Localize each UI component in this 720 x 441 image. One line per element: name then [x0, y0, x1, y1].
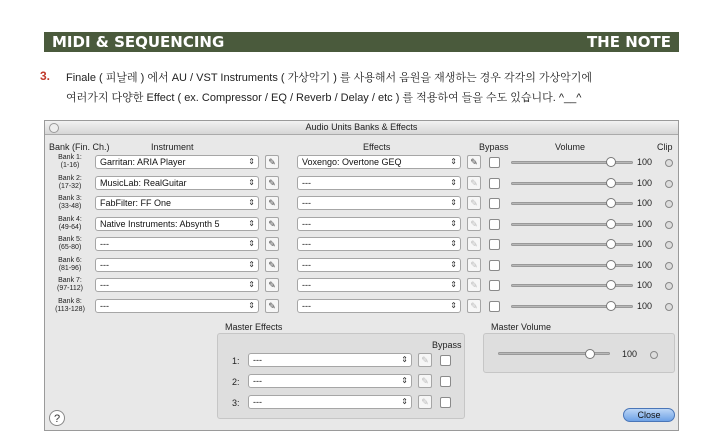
effects-column-header: Effects	[363, 142, 391, 152]
pencil-icon: ✎	[268, 260, 276, 270]
master-effect-1-popup[interactable]	[248, 353, 412, 367]
volume-value: 100	[637, 301, 653, 311]
volume-value: 100	[637, 157, 653, 167]
bank-label	[47, 236, 93, 252]
effect-edit-button[interactable]	[467, 217, 481, 231]
volume-knob[interactable]	[606, 198, 616, 208]
volume-knob[interactable]	[606, 260, 616, 270]
section-title: MIDI & SEQUENCING	[52, 33, 225, 51]
bank-label	[47, 195, 93, 211]
clip-indicator	[665, 221, 673, 229]
volume-knob[interactable]	[606, 219, 616, 229]
bank-number: Bank 4:	[58, 216, 82, 223]
close-button[interactable]: Close	[623, 408, 675, 422]
master-effect-3-edit-button[interactable]	[418, 395, 432, 409]
pencil-icon: ✎	[421, 376, 429, 386]
chevron-updown-icon: ⇕	[450, 260, 457, 269]
effect-value: ---	[302, 239, 311, 249]
description-line-1: Finale ( 피날레 ) 에서 AU / VST Instruments ( 가상악기 ) 를 사용해서 음원을 재생하는 경우 각각의 가상악기에	[66, 72, 593, 84]
master-volume-box	[483, 333, 675, 373]
effect-popup[interactable]	[297, 237, 461, 251]
instrument-value: ---	[100, 239, 109, 249]
pencil-icon: ✎	[470, 157, 478, 167]
chevron-updown-icon: ⇕	[248, 301, 255, 310]
volume-column-header: Volume	[555, 142, 586, 152]
bypass-checkbox[interactable]	[489, 260, 500, 271]
master-effect-2-edit-button[interactable]	[418, 374, 432, 388]
chevron-updown-icon: ⇕	[450, 198, 457, 207]
pencil-icon: ✎	[470, 219, 478, 229]
bank-label	[47, 277, 93, 293]
instrument-value: ---	[100, 260, 109, 270]
master-effect-1-edit-button[interactable]	[418, 353, 432, 367]
pencil-icon: ✎	[470, 178, 478, 188]
master-effect-3-bypass-checkbox[interactable]	[440, 397, 451, 408]
bank-number: Bank 3:	[58, 195, 82, 202]
bypass-checkbox[interactable]	[489, 301, 500, 312]
master-volume-title: Master Volume	[491, 322, 552, 332]
bank-number: Bank 2:	[58, 175, 82, 182]
master-volume-knob[interactable]	[585, 349, 595, 359]
instrument-value: ---	[100, 301, 109, 311]
bank-channel-range: (17-32)	[58, 183, 82, 190]
bank-channel-range: (65-80)	[58, 244, 82, 251]
bypass-checkbox[interactable]	[489, 239, 500, 250]
effect-popup[interactable]	[297, 258, 461, 272]
instrument-value: Garritan: ARIA Player	[100, 157, 186, 167]
effect-edit-button[interactable]	[467, 237, 481, 251]
pencil-icon: ✎	[268, 178, 276, 188]
clip-indicator	[665, 303, 673, 311]
chevron-updown-icon: ⇕	[248, 198, 255, 207]
effect-edit-button[interactable]	[467, 299, 481, 313]
instrument-column-header: Instrument	[151, 142, 194, 152]
chevron-updown-icon: ⇕	[450, 157, 457, 166]
effect-edit-button[interactable]	[467, 278, 481, 292]
effect-value: ---	[302, 280, 311, 290]
bypass-checkbox[interactable]	[489, 219, 500, 230]
volume-value: 100	[637, 260, 653, 270]
bank-channel-range: (49-64)	[58, 224, 82, 231]
instrument-edit-button[interactable]	[265, 299, 279, 313]
pencil-icon: ✎	[268, 219, 276, 229]
master-effects-title: Master Effects	[225, 322, 283, 332]
bank-number: Bank 1:	[58, 154, 82, 161]
master-effect-1-bypass-checkbox[interactable]	[440, 355, 451, 366]
master-effect-1-value: ---	[253, 355, 262, 365]
effect-value: ---	[302, 301, 311, 311]
chevron-updown-icon: ⇕	[401, 355, 408, 364]
volume-knob[interactable]	[606, 301, 616, 311]
description-line-2: 여러가지 다양한 Effect ( ex. Compressor / EQ / Reverb / Delay / etc ) 를 적용하여 들을 수도 있습니다. ^__^	[66, 92, 582, 104]
volume-value: 100	[637, 280, 653, 290]
instrument-edit-button[interactable]	[265, 278, 279, 292]
instrument-popup[interactable]	[95, 299, 259, 313]
pencil-icon: ✎	[268, 157, 276, 167]
bypass-checkbox[interactable]	[489, 157, 500, 168]
bypass-column-header: Bypass	[479, 142, 509, 152]
instrument-popup[interactable]	[95, 278, 259, 292]
instrument-value: ---	[100, 280, 109, 290]
master-clip-indicator	[650, 351, 658, 359]
chevron-updown-icon: ⇕	[450, 301, 457, 310]
effect-value: ---	[302, 198, 311, 208]
instrument-popup[interactable]	[95, 176, 259, 190]
bypass-checkbox[interactable]	[489, 178, 500, 189]
instrument-edit-button[interactable]	[265, 258, 279, 272]
bank-column-header: Bank (Fin. Ch.)	[49, 142, 110, 152]
instrument-value: Native Instruments: Absynth 5	[100, 219, 220, 229]
section-header-bar	[44, 32, 679, 52]
master-effect-2-label: 2:	[232, 377, 240, 387]
chevron-updown-icon: ⇕	[248, 219, 255, 228]
bank-channel-range: (1-16)	[60, 162, 80, 169]
volume-value: 100	[637, 198, 653, 208]
instrument-value: MusicLab: RealGuitar	[100, 178, 187, 188]
effect-edit-button[interactable]	[467, 258, 481, 272]
instrument-popup[interactable]	[95, 155, 259, 169]
effect-value: ---	[302, 260, 311, 270]
volume-knob[interactable]	[606, 280, 616, 290]
window-title: Audio Units Banks & Effects	[305, 122, 418, 132]
instrument-edit-button[interactable]	[265, 196, 279, 210]
bank-label	[47, 216, 93, 232]
bank-label	[47, 298, 93, 314]
pencil-icon: ✎	[470, 301, 478, 311]
volume-value: 100	[637, 178, 653, 188]
master-effect-2-bypass-checkbox[interactable]	[440, 376, 451, 387]
chevron-updown-icon: ⇕	[248, 260, 255, 269]
instrument-edit-button[interactable]	[265, 155, 279, 169]
bank-channel-range: (33-48)	[58, 203, 82, 210]
bypass-checkbox[interactable]	[489, 280, 500, 291]
volume-knob[interactable]	[606, 157, 616, 167]
pencil-icon: ✎	[421, 355, 429, 365]
instrument-value: FabFilter: FF One	[100, 198, 172, 208]
pencil-icon: ✎	[268, 301, 276, 311]
pencil-icon: ✎	[268, 239, 276, 249]
instrument-popup[interactable]	[95, 258, 259, 272]
instrument-edit-button[interactable]	[265, 237, 279, 251]
instrument-edit-button[interactable]	[265, 217, 279, 231]
volume-knob[interactable]	[606, 239, 616, 249]
volume-value: 100	[637, 239, 653, 249]
effect-popup[interactable]	[297, 196, 461, 210]
bank-label	[47, 175, 93, 191]
help-button[interactable]: ?	[49, 410, 65, 426]
clip-column-header: Clip	[657, 142, 673, 152]
instrument-popup[interactable]	[95, 217, 259, 231]
effect-popup[interactable]	[297, 176, 461, 190]
pencil-icon: ✎	[470, 260, 478, 270]
master-effect-1-label: 1:	[232, 356, 240, 366]
master-effect-3-popup[interactable]	[248, 395, 412, 409]
clip-indicator	[665, 241, 673, 249]
chevron-updown-icon: ⇕	[450, 239, 457, 248]
chevron-updown-icon: ⇕	[248, 178, 255, 187]
master-effects-box	[217, 333, 465, 419]
effect-edit-button[interactable]	[467, 176, 481, 190]
chevron-updown-icon: ⇕	[401, 397, 408, 406]
effect-value: ---	[302, 219, 311, 229]
bank-number: Bank 5:	[58, 236, 82, 243]
effect-popup[interactable]	[297, 278, 461, 292]
window-titlebar	[45, 121, 678, 135]
clip-indicator	[665, 262, 673, 270]
effect-popup[interactable]	[297, 217, 461, 231]
effect-edit-button[interactable]	[467, 155, 481, 169]
bank-channel-range: (97-112)	[57, 285, 83, 292]
chevron-updown-icon: ⇕	[450, 219, 457, 228]
pencil-icon: ✎	[421, 397, 429, 407]
bank-label	[47, 257, 93, 273]
bank-channel-range: (113-128)	[55, 306, 85, 313]
bank-number: Bank 7:	[58, 277, 82, 284]
brand-title: THE NOTE	[586, 33, 671, 51]
effect-value: Voxengo: Overtone GEQ	[302, 157, 402, 167]
chevron-updown-icon: ⇕	[450, 178, 457, 187]
bank-channel-range: (81-96)	[58, 265, 82, 272]
master-effect-2-value: ---	[253, 376, 262, 386]
pencil-icon: ✎	[470, 280, 478, 290]
chevron-updown-icon: ⇕	[401, 376, 408, 385]
bank-number: Bank 8:	[58, 298, 82, 305]
master-effect-3-value: ---	[253, 397, 262, 407]
volume-value: 100	[637, 219, 653, 229]
bank-label	[47, 154, 93, 170]
volume-knob[interactable]	[606, 178, 616, 188]
effect-value: ---	[302, 178, 311, 188]
chevron-updown-icon: ⇕	[248, 280, 255, 289]
instrument-popup[interactable]	[95, 237, 259, 251]
chevron-updown-icon: ⇕	[248, 239, 255, 248]
instrument-popup[interactable]	[95, 196, 259, 210]
bypass-checkbox[interactable]	[489, 198, 500, 209]
chevron-updown-icon: ⇕	[248, 157, 255, 166]
master-effect-3-label: 3:	[232, 398, 240, 408]
effect-popup[interactable]	[297, 155, 461, 169]
effect-popup[interactable]	[297, 299, 461, 313]
clip-indicator	[665, 282, 673, 290]
master-effect-2-popup[interactable]	[248, 374, 412, 388]
instrument-edit-button[interactable]	[265, 176, 279, 190]
bank-number: Bank 6:	[58, 257, 82, 264]
clip-indicator	[665, 200, 673, 208]
master-bypass-header: Bypass	[432, 340, 462, 350]
effect-edit-button[interactable]	[467, 196, 481, 210]
chevron-updown-icon: ⇕	[450, 280, 457, 289]
pencil-icon: ✎	[470, 239, 478, 249]
window-close-dot-icon[interactable]	[49, 123, 59, 133]
pencil-icon: ✎	[268, 198, 276, 208]
master-volume-value: 100	[622, 349, 638, 359]
pencil-icon: ✎	[268, 280, 276, 290]
clip-indicator	[665, 180, 673, 188]
item-number: 3.	[40, 69, 51, 83]
clip-indicator	[665, 159, 673, 167]
au-banks-effects-window	[44, 120, 679, 431]
pencil-icon: ✎	[470, 198, 478, 208]
